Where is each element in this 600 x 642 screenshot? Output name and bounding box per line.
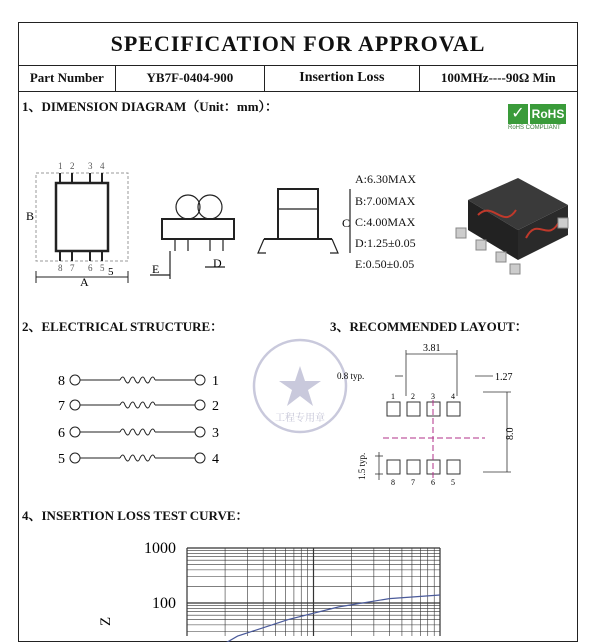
- rohs-badge: [508, 104, 566, 132]
- layout-pin-3: 3: [431, 392, 435, 401]
- pin-left-8: 8: [58, 374, 65, 389]
- dim-label-d: D: [213, 256, 222, 270]
- dim-spec-d: D:1.25±0.05: [355, 236, 416, 250]
- layout-pin-4: 4: [451, 392, 455, 401]
- pin-left-5: 5: [58, 452, 65, 467]
- dim-label-e: E: [152, 262, 160, 276]
- insertion-loss-value: 100MHz----90Ω Min: [440, 70, 556, 85]
- bottom-pin-6: 6: [88, 263, 93, 273]
- dim-label-a: A: [80, 275, 89, 289]
- top-pin-1: 1: [58, 161, 63, 171]
- layout-pad-h-label: 1.5 typ.: [357, 452, 367, 480]
- layout-pin-7: 7: [411, 478, 415, 487]
- bottom-pin-5: 5: [100, 263, 105, 273]
- top-pin-2: 2: [70, 161, 75, 171]
- section-layout: 3、RECOMMENDED LAYOUT：: [330, 319, 528, 334]
- layout-width-label: 3.81: [423, 343, 441, 354]
- dim-label-b: B: [26, 209, 35, 223]
- insertion-loss-label: Insertion Loss: [265, 65, 419, 91]
- front-view-drawing: [258, 189, 350, 253]
- pin-right-2: 2: [212, 399, 219, 414]
- layout-pin-2: 2: [411, 392, 415, 401]
- layout-pin-5: 5: [451, 478, 455, 487]
- bottom-pin-8: 8: [58, 263, 63, 273]
- top-pin-3: 3: [88, 161, 93, 171]
- dim-label-c: C: [342, 216, 351, 230]
- section-curve: 4、INSERTION LOSS TEST CURVE：: [22, 508, 249, 523]
- top-view-drawing: [36, 173, 128, 283]
- insertion-loss-chart: [0, 530, 600, 636]
- header-row: [19, 65, 577, 92]
- pin-right-3: 3: [212, 426, 219, 441]
- part-number-value: YB7F-0404-900: [116, 65, 265, 91]
- layout-pin-6: 6: [431, 478, 435, 487]
- pin-right-4: 4: [212, 452, 219, 467]
- dim-spec-b: B:7.00MAX: [355, 194, 416, 208]
- layout-pad-label: 0.8 typ.: [337, 371, 365, 381]
- y-axis-label: Z: [98, 616, 114, 626]
- stamp-text: 工程专用章: [275, 413, 325, 424]
- layout-pitch-label: 1.27: [495, 372, 513, 383]
- dimension-drawings: [20, 155, 351, 295]
- layout-pin-8: 8: [391, 478, 395, 487]
- layout-height-label: 8.0: [505, 427, 516, 440]
- check-icon: ✓: [508, 104, 528, 124]
- series-line-z: [200, 595, 440, 642]
- component-photo: [448, 160, 578, 280]
- page-title: SPECIFICATION FOR APPROVAL: [19, 23, 577, 66]
- bottom-pin-7: 7: [70, 263, 75, 273]
- dim-label-pin5: 5: [108, 266, 114, 278]
- recommended-layout: [335, 340, 530, 490]
- dim-spec-e: E:0.50±0.05: [355, 257, 415, 271]
- layout-pin-1: 1: [391, 392, 395, 401]
- dim-spec-c: C:4.00MAX: [355, 215, 416, 229]
- top-pin-4: 4: [100, 161, 105, 171]
- y-tick-label: 1000: [144, 540, 176, 557]
- dim-spec-a: A:6.30MAX: [355, 172, 417, 186]
- pin-left-7: 7: [58, 399, 65, 414]
- rohs-subtext: RoHS COMPLIANT: [508, 125, 561, 131]
- pin-right-1: 1: [212, 374, 219, 389]
- part-number-label: Part Number: [19, 65, 116, 91]
- section-dimension: 1、DIMENSION DIAGRAM（Unit：mm）：: [22, 99, 279, 114]
- pin-left-6: 6: [58, 426, 65, 441]
- rohs-label: RoHS: [530, 104, 566, 124]
- y-tick-label: 100: [152, 595, 176, 612]
- electrical-structure: [55, 365, 235, 475]
- section-electrical: 2、ELECTRICAL STRUCTURE：: [22, 319, 224, 334]
